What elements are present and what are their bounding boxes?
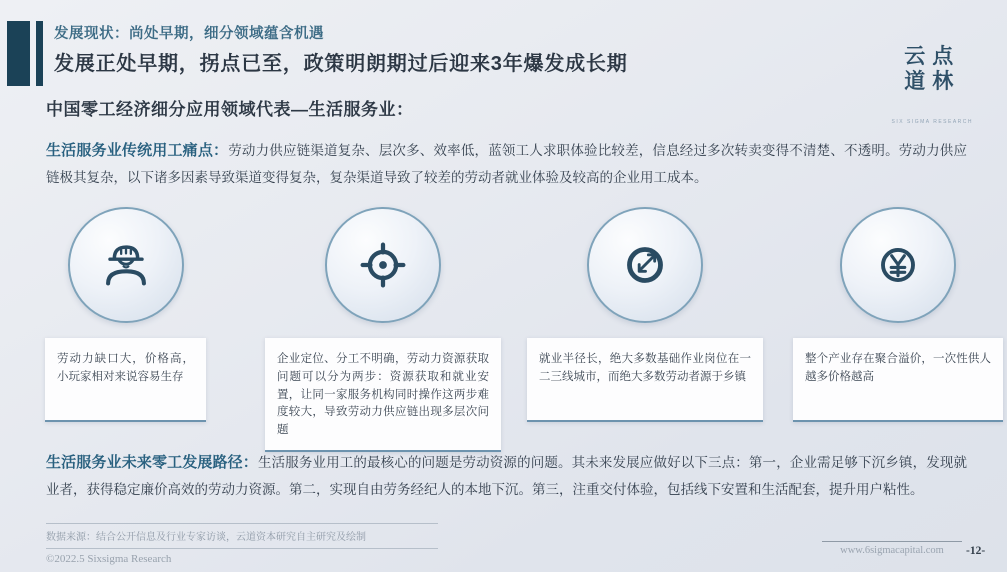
accent-bar-narrow <box>36 21 43 86</box>
factor-price-premium <box>793 207 1003 422</box>
future-path-paragraph <box>46 450 967 503</box>
section-heading: 中国零工经济细分应用领域代表—生活服务业： <box>46 100 414 119</box>
factors-row <box>0 207 1007 437</box>
factor-labor-shortage <box>45 207 206 422</box>
factor-card: 企业定位、分工不明确，劳动力资源获取问题可以分为两步：资源获取和就业安置，让同一家服务机构同时操作这两步难度较大，导致劳动力供应链出现多层次问题 <box>265 338 501 452</box>
logo-line-2: 道林 <box>904 69 961 94</box>
factor-positioning <box>265 207 501 452</box>
logo-wordmark <box>892 22 973 116</box>
website-text: www.6sigmacapital.com <box>822 541 962 556</box>
factor-card: 整个产业存在聚合溢价，一次性供人越多价格越高 <box>793 338 1003 422</box>
slide-kicker: 发展现状：尚处早期，细分领域蕴含机遇 <box>54 26 324 42</box>
pain-points-paragraph <box>46 138 967 191</box>
factor-card: 就业半径长，绝大多数基础作业岗位在一二三线城市，而绝大多数劳动者源于乡镇 <box>527 338 763 422</box>
factor-circle-2 <box>325 207 441 323</box>
page-number: -12- <box>966 545 986 557</box>
yuan-icon <box>867 234 929 296</box>
header <box>7 21 628 86</box>
data-source-note: 数据来源：结合公开信息及行业专家访谈，云道资本研究自主研究及绘制 <box>46 523 438 543</box>
pain-points-body: 劳动力供应链渠道复杂、层次多、效率低，蓝领工人求职体验比较差，信息经过多次转卖变得不清楚、不透明。劳动力供应链极其复杂，以下诸多因素导致渠道变得复杂，复杂渠道导致了较差的劳动者就业体验及较高的企业用工成本。 <box>46 143 967 185</box>
pain-points-lead: 生活服务业传统用工痛点： <box>46 143 229 159</box>
factor-circle-4 <box>840 207 956 323</box>
factor-card: 劳动力缺口大，价格高，小玩家相对来说容易生存 <box>45 338 206 422</box>
logo-line-1: 云点 <box>904 44 961 69</box>
slide-title: 发展正处早期，拐点已至，政策明朗期过后迎来3年爆发成长期 <box>54 53 628 75</box>
target-icon <box>352 234 414 296</box>
future-path-lead: 生活服务业未来零工发展路径： <box>46 455 258 471</box>
radius-icon <box>614 234 676 296</box>
logo-caption: SIX SIGMA RESEARCH <box>891 119 973 126</box>
factor-circle-1 <box>68 207 184 323</box>
future-path-body: 生活服务业用工的最核心的问题是劳动资源的问题。其未来发展应做好以下三点：第一，企业需足够下沉乡镇，发现就业者，获得稳定廉价高效的劳动力资源。第二，实现自由劳务经纪人的本地下沉。第三，注重交付体验，包括线下安置和生活配套，提升用户粘性。 <box>46 455 967 497</box>
copyright-text: ©2022.5 Sixsigma Research <box>46 548 438 565</box>
footer-left <box>46 523 438 565</box>
factor-circle-3 <box>587 207 703 323</box>
header-text <box>54 21 628 76</box>
company-logo <box>892 22 973 126</box>
factor-radius <box>527 207 763 422</box>
worker-icon <box>95 234 157 296</box>
accent-bar-wide <box>7 21 30 86</box>
